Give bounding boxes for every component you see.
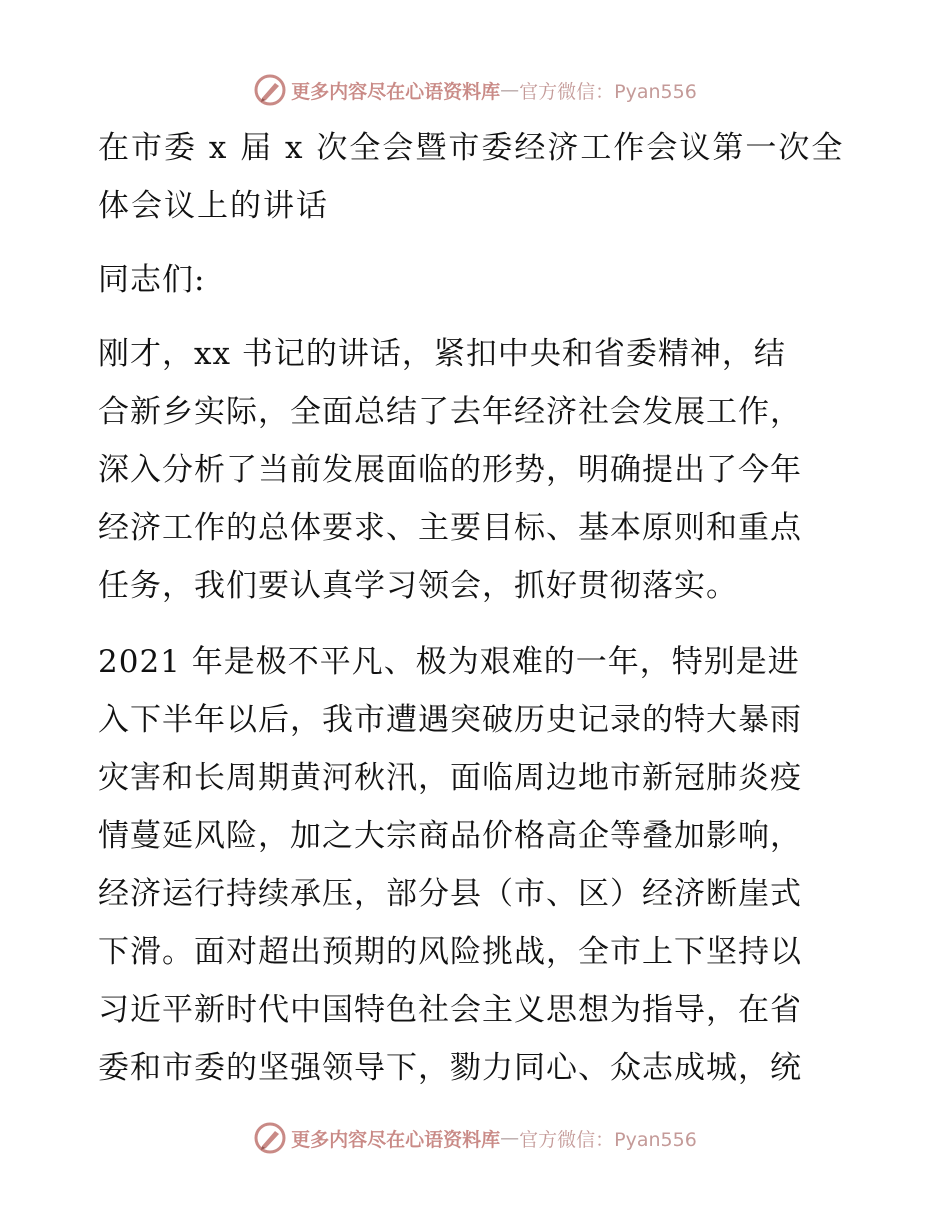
watermark-wechat: 官方微信：Pyan556: [519, 1128, 697, 1151]
document-title-line: 在市委 x 届 x 次全会暨市委经济工作会议第一次全: [98, 130, 845, 166]
paragraph-line: 刚才，xx 书记的讲话，紧扣中央和省委精神，结: [98, 336, 786, 372]
paragraph-line: 习近平新时代中国特色社会主义思想为指导，在省: [98, 992, 802, 1028]
salutation: 同志们:: [98, 262, 206, 298]
paragraph-line: 下滑。面对超出预期的风险挑战，全市上下坚持以: [98, 934, 802, 970]
footer-watermark: [0, 1118, 950, 1158]
paragraph-line: 深入分析了当前发展面临的形势，明确提出了今年: [98, 452, 802, 488]
pen-logo-icon: [253, 1121, 287, 1155]
paragraph-line: 任务，我们要认真学习领会，抓好贯彻落实。: [98, 568, 738, 604]
watermark-brand: 更多内容尽在心语资料库: [291, 1128, 501, 1151]
paragraph-line: 情蔓延风险，加之大宗商品价格高企等叠加影响，: [98, 818, 802, 854]
paragraph-line: 合新乡实际，全面总结了去年经济社会发展工作，: [98, 394, 802, 430]
paragraph-line: 入下半年以后，我市遭遇突破历史记录的特大暴雨: [98, 702, 802, 738]
paragraph-line: 委和市委的坚强领导下，勠力同心、众志成城，统: [98, 1050, 802, 1086]
paragraph-line: 灾害和长周期黄河秋汛，面临周边地市新冠肺炎疫: [98, 760, 802, 796]
paragraph-line: 2021 年是极不平凡、极为艰难的一年，特别是进: [98, 644, 800, 680]
watermark-dash: —: [500, 1127, 520, 1149]
watermark-wechat: 官方微信：Pyan556: [519, 80, 697, 103]
header-watermark: [0, 70, 950, 110]
watermark-brand: 更多内容尽在心语资料库: [291, 80, 501, 103]
watermark-dash: —: [500, 79, 520, 101]
paragraph-line: 经济工作的总体要求、主要目标、基本原则和重点: [98, 510, 802, 546]
paragraph-line: 经济运行持续承压，部分县（市、区）经济断崖式: [98, 876, 802, 912]
pen-logo-icon: [253, 73, 287, 107]
document-title-line: 体会议上的讲话: [98, 188, 329, 224]
